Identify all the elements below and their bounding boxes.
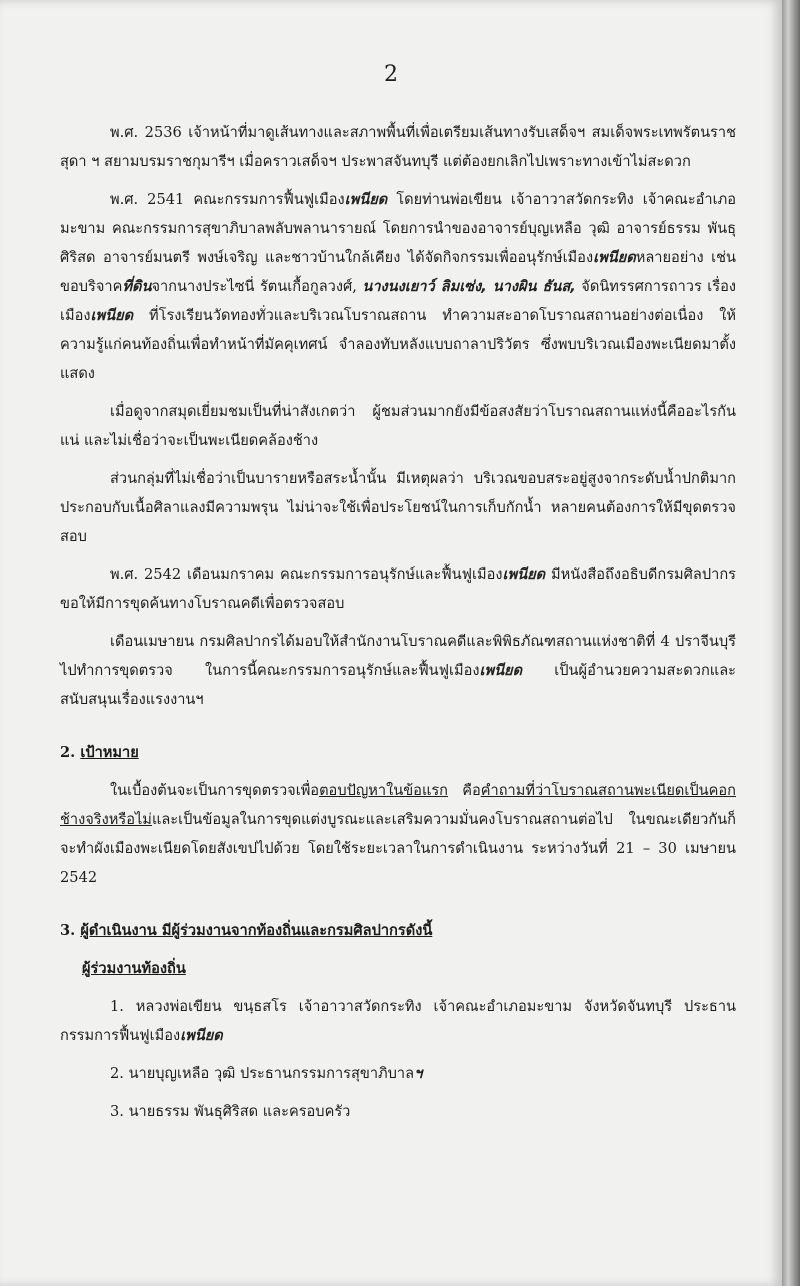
local-participants-heading bbox=[60, 954, 736, 983]
page-number: 2 bbox=[384, 62, 398, 87]
section-number: 3. bbox=[60, 922, 81, 939]
handwritten-correction: ฯ bbox=[414, 1065, 423, 1082]
handwritten-correction: เพนียด bbox=[180, 1027, 223, 1044]
section-3-heading bbox=[60, 916, 736, 945]
handwritten-correction: เพนียด bbox=[593, 249, 636, 266]
underlined-text: คำถามที่ว่าโบราณสถานพะเนียดเป็นคอกช้างจริงหรือไม่ bbox=[60, 782, 736, 828]
paragraph-visitor-book: เมื่อดูจากสมุดเยี่ยมชมเป็นที่น่าสังเกตว่า ผู้ชมส่วนมากยังมีข้อสงสัยว่าโบราณสถานแห่งนี้คืออะไรกันแน่ และไม่เชื่อว่าจะเป็นพะเนียดคล้องช้าง bbox=[60, 403, 736, 449]
section-number: 2. bbox=[60, 744, 81, 761]
paragraph-2541 bbox=[60, 185, 736, 388]
document-body bbox=[60, 118, 736, 1135]
paragraph-april bbox=[60, 627, 736, 714]
list-item-text: 3. นายธรรม พันธุศิริสด และครอบครัว bbox=[110, 1103, 351, 1120]
handwritten-names: นางนงเยาว์ ลิมเซ่ง, นางผิน ธันส, bbox=[362, 278, 576, 295]
handwritten-correction: ที่ดิน bbox=[122, 278, 152, 295]
paragraph-text: เป็นผู้อำนวยความสะดวกและสนับสนุนเรื่องแรงงานฯ bbox=[60, 662, 736, 708]
page-edge bbox=[782, 0, 800, 1286]
handwritten-correction: เพนียด bbox=[502, 566, 546, 583]
paragraph-text: เดือนเมษายน กรมศิลปากรได้มอบให้สำนักงานโบราณคดีและพิพิธภัณฑสถานแห่งชาติที่ 4 ปราจีนบุรีไปทำการขุดตรวจ ในการนี้คณะกรรมการอนุรักษ์และฟื้นฟูเมือง bbox=[60, 633, 736, 679]
underlined-text: ตอบปัญหาในข้อแรก bbox=[319, 782, 449, 799]
section-title: ผู้ดำเนินงาน มีผู้ร่วมงานจากท้องถิ่นและกรมศิลปากรดังนี้ bbox=[80, 922, 433, 939]
handwritten-correction: เพนียด bbox=[90, 307, 134, 324]
list-item-text: 2. นายบุญเหลือ วุฒิ ประธานกรรมการสุขาภิบาล bbox=[110, 1065, 415, 1082]
handwritten-correction: เพนียด bbox=[344, 191, 388, 208]
section-2-body bbox=[60, 776, 736, 892]
paragraph-text: พ.ศ. 2541 คณะกรรมการฟื้นฟูเมือง bbox=[110, 191, 345, 208]
paragraph-text: และเป็นข้อมูลในการขุดแต่งบูรณะและเสริมความมั่นคงโบราณสถานต่อไป ในขณะเดียวกันก็จะทำผังเมืองพะเนียดโดยสังเขปไปด้วย โดยใช้ระยะเวลาในการดำเนินงาน ระหว่างวันที่ 21 – 30 เมษายน 2542 bbox=[60, 811, 736, 886]
paragraph-text: พ.ศ. 2542 เดือนมกราคม คณะกรรมการอนุรักษ์และฟื้นฟูเมือง bbox=[110, 566, 503, 583]
paragraph-text: โดยท่านพ่อเขียน เจ้าอาวาสวัดกระทิง เจ้าคณะอำเภอมะขาม คณะกรรมการสุขาภิบาลพลับพลานารายณ์ โดยการนำของอาจารย์บุญเหลือ วุฒิ อาจารย์ธรรม พันธุศิริสด อาจารย์มนตรี พงษ์เจริญ และชาวบ้านใกล้เคียง ได้จัดกิจกรรมเพื่ออนุรักษ์เมือง bbox=[60, 191, 736, 266]
section-2-heading bbox=[60, 738, 736, 767]
paragraph-2542 bbox=[60, 560, 736, 618]
paragraph-text: หลายอย่าง เช่น ขอบริจาค bbox=[60, 249, 736, 295]
list-item-text: 1. หลวงพ่อเขียน ขนฺธสโร เจ้าอาวาสวัดกระทิง เจ้าคณะอำเภอมะขาม จังหวัดจันทบุรี ประธานกรรมการฟื้นฟูเมือง bbox=[60, 998, 736, 1044]
paragraph-text: จากนางประไซนี่ รัตนเกื้อกูลวงศ์, bbox=[151, 278, 363, 295]
list-item bbox=[60, 992, 736, 1050]
paragraph-baray-group: ส่วนกลุ่มที่ไม่เชื่อว่าเป็นบารายหรือสระน้ำนั้น มีเหตุผลว่า บริเวณขอบสระอยู่สูงจากระดับน้ำปกติมาก ประกอบกับเนื้อศิลาแลงมีความพรุน ไม่น่าจะใช้เพื่อประโยชน์ในการเก็บกักน้ำ หลายคนต้องการให้มีขุดตรวจสอบ bbox=[60, 470, 736, 545]
paragraph-text: มีหนังสือถึงอธิบดีกรมศิลปากรขอให้มีการขุดค้นทางโบราณคดีเพื่อตรวจสอบ bbox=[60, 566, 736, 612]
section-title: เป้าหมาย bbox=[80, 744, 139, 761]
list-item bbox=[60, 1059, 736, 1088]
handwritten-correction: เพนียด bbox=[479, 662, 523, 679]
paragraph-text: คือ bbox=[448, 782, 481, 799]
paragraph-text: จัดนิทรรศการถาวร เรื่องเมือง bbox=[60, 278, 737, 324]
paragraph-2536: พ.ศ. 2536 เจ้าหน้าที่มาดูเส้นทางและสภาพพื้นที่เพื่อเตรียมเส้นทางรับเสด็จฯ สมเด็จพระเทพรัตนราชสุดา ฯ สยามบรมราชกุมารีฯ เมื่อคราวเสด็จฯ ประพาสจันทบุรี แต่ต้องยกเลิกไปเพราะทางเข้าไม่สะดวก bbox=[60, 124, 736, 170]
subheading-text: ผู้ร่วมงานท้องถิ่น bbox=[82, 960, 186, 977]
paragraph-text: ที่โรงเรียนวัดทองทั่วและบริเวณโบราณสถาน ทำความสะอาดโบราณสถานอย่างต่อเนื่อง ให้ความรู้แก่คนท้องถิ่นเพื่อทำหน้าที่มัคคุเทศน์ จำลองทับหลังแบบถาลาปริวัตร ซึ่งพบบริเวณเมืองพะเนียดมาตั้งแสดง bbox=[60, 307, 736, 382]
list-item bbox=[60, 1097, 736, 1126]
paragraph-text: ในเบื้องต้นจะเป็นการขุดตรวจเพื่อ bbox=[110, 782, 320, 799]
